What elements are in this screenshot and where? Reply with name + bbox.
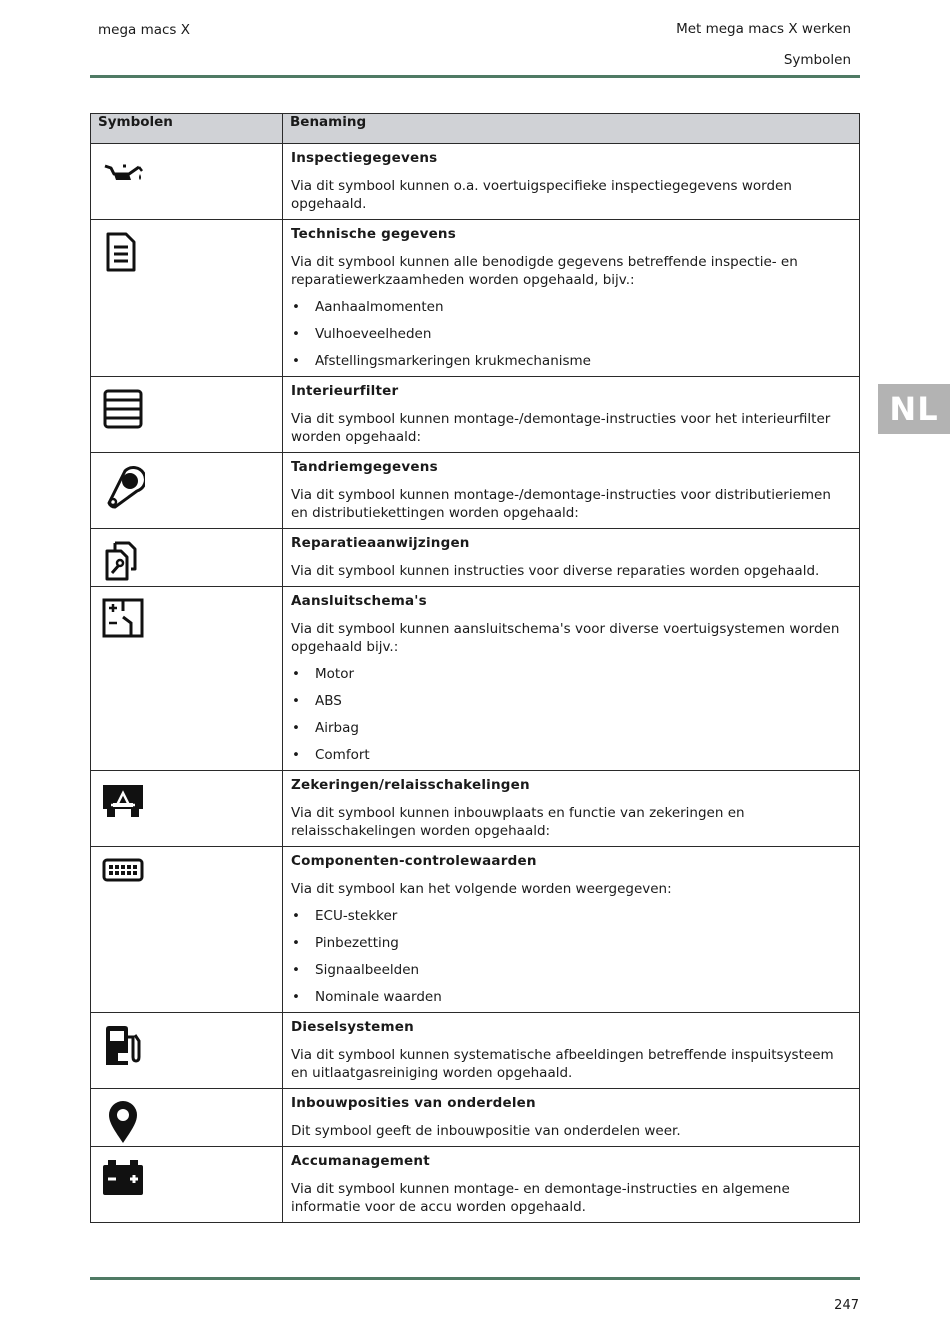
description-cell — [283, 1089, 860, 1147]
list-item: • Pinbezetting — [291, 934, 851, 952]
table-row — [91, 771, 860, 847]
footer-rule — [90, 1277, 860, 1280]
column-header-symbols: Symbolen — [91, 114, 283, 144]
fuel-pump-icon — [101, 1023, 282, 1069]
header-section — [676, 14, 851, 76]
description-cell — [283, 220, 860, 377]
header-subsection: Symbolen — [783, 52, 851, 68]
table-row — [91, 220, 860, 377]
symbol-description: Via dit symbool kunnen instructies voor diverse reparaties worden opgehaald. — [291, 563, 820, 579]
description-cell — [283, 1013, 860, 1089]
wiring-diagram-icon — [101, 597, 282, 639]
symbol-title-inspectiegegevens: Inspectiegegevens — [291, 150, 438, 166]
symbol-title-reparatieaanwijzingen: Reparatieaanwijzingen — [291, 535, 470, 551]
list-item: • Motor — [291, 665, 851, 683]
battery-icon — [101, 1157, 282, 1197]
symbol-cell — [91, 1089, 283, 1147]
symbols-table — [90, 113, 860, 1223]
symbol-cell — [91, 377, 283, 453]
bullet-list — [291, 907, 851, 1006]
symbol-cell — [91, 1013, 283, 1089]
document-icon — [101, 230, 282, 274]
description-cell — [283, 847, 860, 1013]
list-item: • ABS — [291, 692, 851, 710]
page-number: 247 — [834, 1298, 859, 1313]
list-item: • Vulhoeveelheden — [291, 325, 851, 343]
table-row — [91, 1013, 860, 1089]
symbol-title-componenten-controlewaarden: Componenten-controlewaarden — [291, 853, 537, 869]
symbol-title-accumanagement: Accumanagement — [291, 1153, 430, 1169]
symbol-description: Via dit symbool kunnen systematische afbeeldingen betreffende inspuitsysteem en uitlaatgasreiniging worden opgehaald. — [291, 1047, 834, 1081]
header-chapter: Met mega macs X werken — [676, 21, 851, 37]
table-row — [91, 529, 860, 587]
symbol-cell — [91, 771, 283, 847]
symbol-description: Via dit symbool kunnen o.a. voertuigspecifieke inspectiegegevens worden opgehaald. — [291, 178, 792, 212]
table-row — [91, 587, 860, 771]
column-header-name: Benaming — [283, 114, 860, 144]
symbol-description: Via dit symbool kunnen montage- en demontage-instructies en algemene informatie voor de accu worden opgehaald. — [291, 1181, 790, 1215]
header-rule — [90, 75, 860, 78]
repair-documents-icon — [101, 539, 282, 583]
symbol-cell — [91, 587, 283, 771]
symbol-title-inbouwposities-van-onderdelen: Inbouwposities van onderdelen — [291, 1095, 536, 1111]
header-product-name: mega macs X — [98, 22, 191, 38]
location-pin-icon — [101, 1099, 282, 1145]
description-cell — [283, 529, 860, 587]
list-item: • Aanhaalmomenten — [291, 298, 851, 316]
description-cell — [283, 377, 860, 453]
description-cell — [283, 587, 860, 771]
cabin-filter-icon — [101, 387, 282, 431]
symbol-title-technische-gegevens: Technische gegevens — [291, 226, 456, 242]
description-cell — [283, 1147, 860, 1223]
table-row — [91, 1147, 860, 1223]
table-row — [91, 144, 860, 220]
table-row — [91, 377, 860, 453]
symbol-cell — [91, 144, 283, 220]
symbol-title-zekeringen-relaisschakelingen: Zekeringen/relaisschakelingen — [291, 777, 530, 793]
symbol-title-interieurfilter: Interieurfilter — [291, 383, 399, 399]
symbol-description: Via dit symbool kunnen alle benodigde gegevens betreffende inspectie- en reparatiewerkzaamheden worden opgehaald, bijv.: — [291, 254, 798, 288]
symbol-description: Via dit symbool kunnen aansluitschema's voor diverse voertuigsystemen worden opgehaald bijv.: — [291, 621, 840, 655]
symbol-cell — [91, 529, 283, 587]
timing-belt-icon — [101, 463, 282, 511]
oil-can-icon — [101, 154, 282, 190]
symbol-description: Via dit symbool kan het volgende worden weergegeven: — [291, 881, 672, 897]
symbol-cell — [91, 220, 283, 377]
list-item: • Nominale waarden — [291, 988, 851, 1006]
list-item: • Airbag — [291, 719, 851, 737]
bullet-list — [291, 298, 851, 370]
language-tab: NL — [878, 384, 950, 434]
bullet-list — [291, 665, 851, 764]
connector-icon — [101, 857, 282, 885]
list-item: • ECU-stekker — [291, 907, 851, 925]
symbol-description: Dit symbool geeft de inbouwpositie van onderdelen weer. — [291, 1123, 681, 1139]
symbol-cell — [91, 1147, 283, 1223]
list-item: • Comfort — [291, 746, 851, 764]
description-cell — [283, 453, 860, 529]
symbol-description: Via dit symbool kunnen montage-/demontage-instructies voor distributieriemen en distributiekettingen worden opgehaald: — [291, 487, 831, 521]
symbol-title-tandriemgegevens: Tandriemgegevens — [291, 459, 438, 475]
symbol-title-aansluitschema-s: Aansluitschema's — [291, 593, 427, 609]
symbol-cell — [91, 453, 283, 529]
symbol-description: Via dit symbool kunnen inbouwplaats en functie van zekeringen en relaisschakelingen worden opgehaald: — [291, 805, 745, 839]
description-cell — [283, 144, 860, 220]
table-row — [91, 1089, 860, 1147]
table-row — [91, 453, 860, 529]
table-row — [91, 847, 860, 1013]
table-header-row — [91, 114, 860, 144]
fuse-icon — [101, 781, 282, 819]
symbol-cell — [91, 847, 283, 1013]
list-item: • Afstellingsmarkeringen krukmechanisme — [291, 352, 851, 370]
description-cell — [283, 771, 860, 847]
list-item: • Signaalbeelden — [291, 961, 851, 979]
symbol-description: Via dit symbool kunnen montage-/demontage-instructies voor het interieurfilter worden opgehaald: — [291, 411, 831, 445]
symbol-title-dieselsystemen: Dieselsystemen — [291, 1019, 414, 1035]
